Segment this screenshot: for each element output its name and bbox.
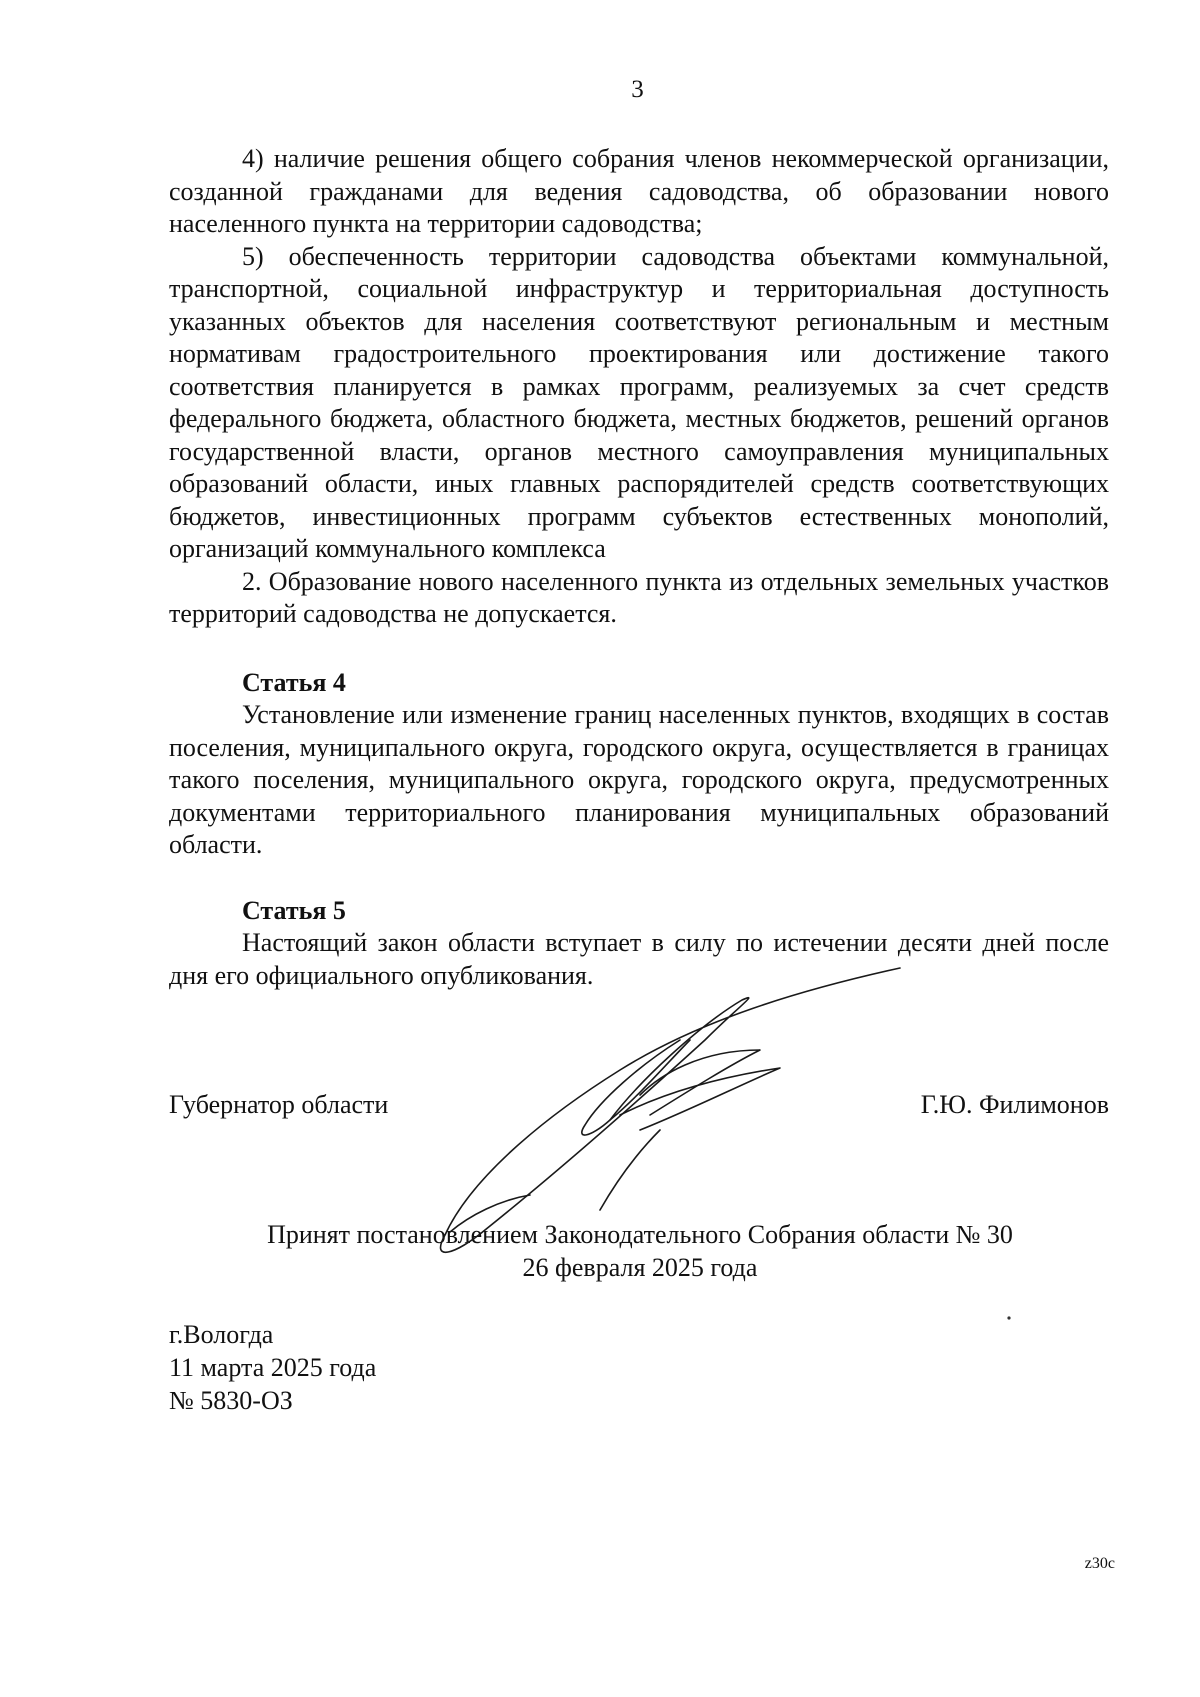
adoption-date: 26 февраля 2025 года: [522, 1253, 758, 1282]
signatory-position: Губернатор области: [169, 1090, 389, 1119]
signatory-name: Г.Ю. Филимонов: [920, 1090, 1109, 1119]
paragraph-item-5: 5) обеспеченность территории садоводства объектами коммунальной, транспортной, социальной инфраструктур и территориальная доступность указанных объектов для населения соответствуют региональным и местным нормативам градостроительного проектирования или достижение такого соответствия планируется в рамках программ, реализуемых за счет средств федерального бюджета, областного бюджета, местных бюджетов, решений органов государственной власти, органов местного самоуправления муниципальных образований области, иных главных распорядителей средств соответствующих бюджетов, инвестиционных программ субъектов естественных монополий, организаций коммунального комплекса: [169, 241, 1109, 563]
article-4-title: Статья 4: [242, 668, 346, 697]
adoption-note: [160, 1218, 1120, 1284]
article-5: [169, 895, 1109, 992]
law-text-top: [169, 143, 1109, 631]
law-number: № 5830-ОЗ: [169, 1386, 293, 1415]
law-date: 11 марта 2025 года: [169, 1353, 377, 1382]
signature-row: [169, 1090, 1109, 1126]
place-date-number: [169, 1318, 376, 1417]
paragraph-part-2: 2. Образование нового населенного пункта из отдельных земельных участков территорий садоводства не допускается.: [169, 566, 1109, 628]
ink-dot: [1007, 1316, 1010, 1319]
city: г.Вологда: [169, 1320, 274, 1349]
article-5-text: Настоящий закон области вступает в силу по истечении десяти дней после дня его официального опубликования.: [169, 928, 1109, 990]
page-number: 3: [631, 76, 644, 103]
document-code: z30c: [1084, 1555, 1115, 1572]
article-4: [169, 667, 1109, 862]
adoption-line-1: Принят постановлением Законодательного Собрания области № 30: [267, 1220, 1013, 1249]
article-4-text: Установление или изменение границ населенных пунктов, входящих в состав поселения, муниципального округа, городского округа, осуществляется в границах такого поселения, муниципального округа, городского округа, предусмотренных документами территориального планирования муниципальных образований области.: [169, 700, 1109, 859]
article-5-title: Статья 5: [242, 896, 346, 925]
paragraph-item-4: 4) наличие решения общего собрания членов некоммерческой организации, созданной гражданами для ведения садоводства, об образовании нового населенного пункта на территории садоводства;: [169, 144, 1109, 238]
